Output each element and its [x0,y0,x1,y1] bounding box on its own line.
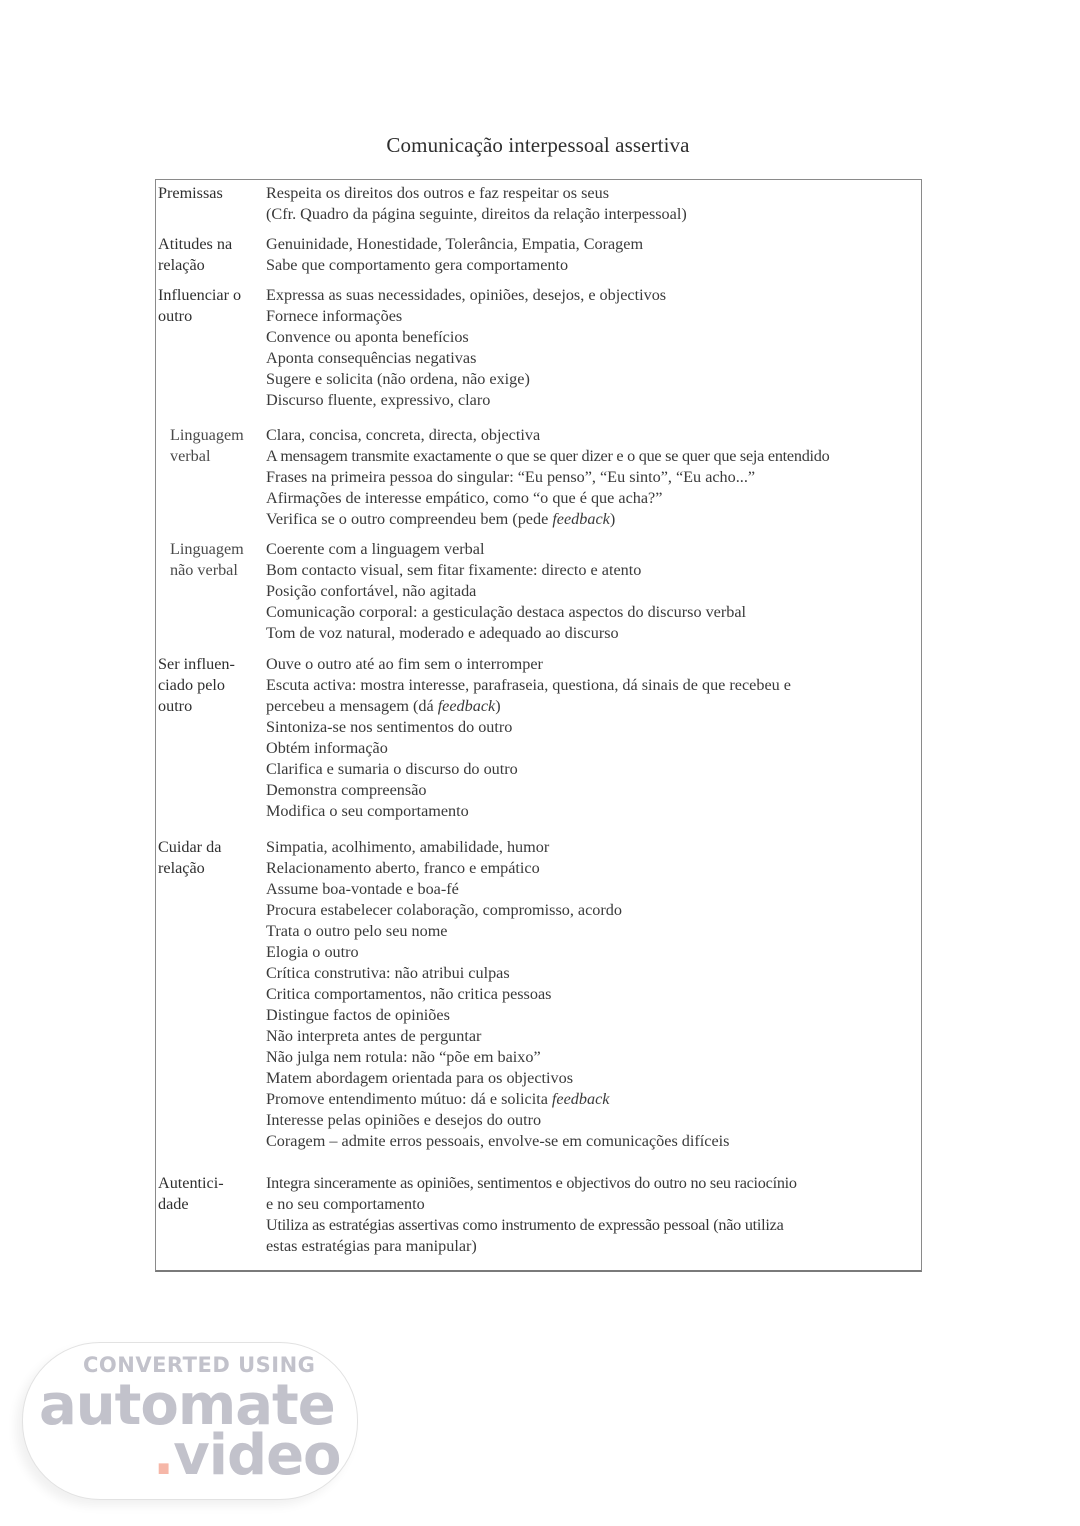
watermark-domain [153,1423,341,1488]
watermark-domain-text: video [173,1423,341,1488]
list-item: Procura estabelecer colaboração, compromisso, acordo [266,901,622,919]
list-item: Integra sinceramente as opiniões, sentimentos e objectivos do outro no seu raciocínio [266,1174,797,1192]
label-line: relação [158,859,205,877]
list-item: Discurso fluente, expressivo, claro [266,391,491,409]
section-items [266,285,918,411]
label-line: ciado pelo [158,676,225,694]
list-item: Trata o outro pelo seu nome [266,922,448,940]
list-item: Obtém informação [266,739,388,757]
list-item: Fornece informações [266,307,403,325]
dot-icon: . [153,1423,174,1488]
list-item: Sintoniza-se nos sentimentos do outro [266,718,513,736]
list-item: A mensagem transmite exactamente o que se quer dizer e o que se quer que seja entendido [266,447,830,465]
label-line: Ser influen- [158,655,235,673]
label-line: Autentici- [158,1174,224,1192]
list-item: Sugere e solicita (não ordena, não exige) [266,370,530,388]
section-label [158,285,262,327]
list-item: Relacionamento aberto, franco e empático [266,859,540,877]
list-item: Bom contacto visual, sem fitar fixamente: directo e atento [266,561,642,579]
list-item: Matem abordagem orientada para os objectivos [266,1069,574,1087]
label-line: Premissas [158,184,223,202]
list-item: Aponta consequências negativas [266,349,477,367]
label-line: Linguagem [170,426,244,444]
item-emphasis: feedback [552,510,610,528]
section-label [158,1173,262,1215]
label-line: Linguagem [170,540,244,558]
assertive-communication-table [155,179,922,1272]
watermark-brand: automate [39,1373,335,1438]
label-line: Cuidar da [158,838,222,856]
list-item: Posição confortável, não agitada [266,582,477,600]
item-emphasis: feedback [437,697,496,715]
section-label [158,654,262,717]
label-line: verbal [170,447,211,465]
section-items [266,183,918,225]
list-item: Afirmações de interesse empático, como “o que é que acha?” [266,489,663,507]
label-line: Atitudes na [158,235,233,253]
item-text: Promove entendimento mútuo: dá e solicita [266,1090,552,1108]
section-label [170,539,274,581]
list-item: Clara, concisa, concreta, directa, objectiva [266,426,541,444]
section-label [158,837,262,879]
list-item: Tom de voz natural, moderado e adequado ao discurso [266,624,619,642]
list-item: Convence ou aponta benefícios [266,328,469,346]
list-item: Crítica construtiva: não atribui culpas [266,964,510,982]
list-item: Respeita os direitos dos outros e faz respeitar os seus [266,184,610,202]
list-item: Genuinidade, Honestidade, Tolerância, Empatia, Coragem [266,235,644,253]
list-item: Distingue factos de opiniões [266,1006,450,1024]
list-item: Ouve o outro até ao fim sem o interromper [266,655,543,673]
list-item: Não interpreta antes de perguntar [266,1027,482,1045]
list-item: Modifica o seu comportamento [266,802,469,820]
list-item: Coerente com a linguagem verbal [266,540,485,558]
list-item: Não julga nem rotula: não “põe em baixo” [266,1048,541,1066]
list-item: Assume boa-vontade e boa-fé [266,880,459,898]
section-items [266,539,918,644]
section-items [266,425,918,530]
list-item: Clarifica e sumaria o discurso do outro [266,760,518,778]
item-text: ) [495,697,501,715]
list-item: Interesse pelas opiniões e desejos do outro [266,1111,542,1129]
list-item: Expressa as suas necessidades, opiniões, desejos, e objectivos [266,286,667,304]
list-item [266,509,918,530]
item-emphasis: feedback [551,1090,610,1108]
label-line: outro [158,307,193,325]
list-item: e no seu comportamento [266,1195,425,1213]
list-item: Coragem – admite erros pessoais, envolve-se em comunicações difíceis [266,1132,730,1150]
label-line: Influenciar o [158,286,242,304]
list-item: Comunicação corporal: a gesticulação destaca aspectos do discurso verbal [266,603,747,621]
list-item: Frases na primeira pessoa do singular: “Eu penso”, “Eu sinto”, “Eu acho...” [266,468,756,486]
section-items [266,654,918,822]
label-line: relação [158,256,205,274]
label-line: não verbal [170,561,238,579]
label-line: outro [158,697,193,715]
document-title: Comunicação interpessoal assertiva [386,133,690,157]
list-item: Utiliza as estratégias assertivas como instrumento de expressão pessoal (não utiliza [266,1216,784,1234]
section-label [170,425,274,467]
list-item [266,696,918,717]
label-line: dade [158,1195,189,1213]
section-label [158,183,262,204]
list-item: Escuta activa: mostra interesse, parafraseia, questiona, dá sinais de que recebeu e [266,676,791,694]
converter-watermark [22,1342,358,1500]
watermark-caption: CONVERTED USING [83,1353,316,1377]
list-item: Sabe que comportamento gera comportamento [266,256,569,274]
list-item: (Cfr. Quadro da página seguinte, direitos da relação interpessoal) [266,205,687,223]
list-item: Critica comportamentos, não critica pessoas [266,985,552,1003]
section-label [158,234,262,276]
list-item: Simpatia, acolhimento, amabilidade, humor [266,838,550,856]
list-item: Demonstra compreensão [266,781,427,799]
section-items [266,1173,918,1257]
list-item: estas estratégias para manipular) [266,1237,477,1255]
item-text: percebeu a mensagem (dá [266,697,438,715]
section-items [266,234,918,276]
list-item: Elogia o outro [266,943,359,961]
item-text: ) [609,510,616,528]
list-item [266,1089,918,1110]
item-text: Verifica se o outro compreendeu bem (pede [266,510,553,528]
section-items [266,837,918,1152]
